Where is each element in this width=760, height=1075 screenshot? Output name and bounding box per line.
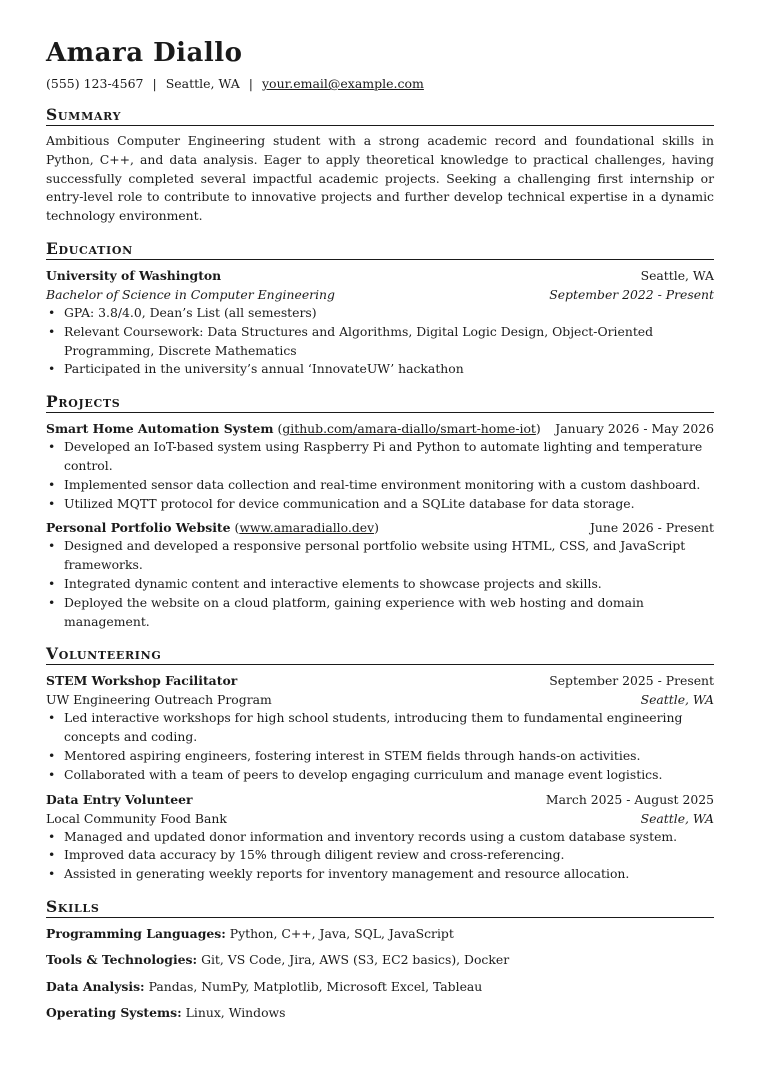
location: Seattle, WA xyxy=(165,76,240,91)
section-title-education: Education xyxy=(46,239,714,260)
list-item: • Deployed the website on a cloud platform, gaining experience with web hosting and domain management. xyxy=(46,594,714,632)
skill-label: Operating Systems: xyxy=(46,1005,182,1021)
section-title-projects: Projects xyxy=(46,392,714,413)
volunteer-location: Seattle, WA xyxy=(640,810,714,826)
skill-label: Data Analysis: xyxy=(46,978,145,994)
degree: Bachelor of Science in Computer Engineering xyxy=(46,286,335,302)
resume-header xyxy=(46,36,714,92)
education-entry xyxy=(46,266,714,379)
volunteer-role: Data Entry Volunteer xyxy=(46,791,193,807)
project-link[interactable]: www.amaradiallo.dev xyxy=(239,520,375,536)
volunteer-row-1 xyxy=(46,671,714,690)
volunteer-row-1 xyxy=(46,790,714,809)
list-item: • Utilized MQTT protocol for device communication and a SQLite database for data storage. xyxy=(46,495,714,514)
volunteer-row-2 xyxy=(46,809,714,828)
project-name: Smart Home Automation System xyxy=(46,421,274,437)
phone-number: (555) 123-4567 xyxy=(46,76,144,91)
list-item: • Improved data accuracy by 15% through diligent review and cross-referencing. xyxy=(46,846,714,865)
skill-value: Pandas, NumPy, Matplotlib, Microsoft Excel, Tableau xyxy=(148,978,483,994)
project-row xyxy=(46,419,714,438)
volunteer-role: STEM Workshop Facilitator xyxy=(46,673,238,689)
summary-section xyxy=(46,105,714,226)
volunteer-row-2 xyxy=(46,690,714,709)
volunteer-location: Seattle, WA xyxy=(640,692,714,708)
education-dates: September 2022 - Present xyxy=(549,286,714,302)
list-item: • Designed and developed a responsive personal portfolio website using HTML, CSS, and JavaScript frameworks. xyxy=(46,537,714,575)
skill-value: Linux, Windows xyxy=(185,1005,286,1021)
contact-separator: | xyxy=(152,76,157,91)
volunteer-dates: March 2025 - August 2025 xyxy=(545,791,714,807)
skill-row xyxy=(46,950,714,969)
skill-row xyxy=(46,1003,714,1022)
volunteer-org: UW Engineering Outreach Program xyxy=(46,692,272,708)
skills-section xyxy=(46,897,714,1023)
education-row-2 xyxy=(46,285,714,304)
list-item: • Implemented sensor data collection and real-time environment monitoring with a custom dashboard. xyxy=(46,476,714,495)
project-name: Personal Portfolio Website xyxy=(46,520,231,536)
list-item: • Managed and updated donor information and inventory records using a custom database system. xyxy=(46,828,714,847)
education-row-1 xyxy=(46,266,714,285)
project-dates: June 2026 - Present xyxy=(589,520,714,536)
list-item: • Assisted in generating weekly reports for inventory management and resource allocation. xyxy=(46,865,714,884)
volunteer-bullets xyxy=(46,709,714,784)
section-title-volunteering: Volunteering xyxy=(46,644,714,665)
project-dates: January 2026 - May 2026 xyxy=(555,421,714,437)
skill-label: Programming Languages: xyxy=(46,925,226,941)
contact-line xyxy=(46,75,714,92)
list-item: • Participated in the university’s annual ‘InnovateUW’ hackathon xyxy=(46,360,714,379)
skill-value: Git, VS Code, Jira, AWS (S3, EC2 basics), Docker xyxy=(201,952,510,968)
contact-separator: | xyxy=(248,76,253,91)
section-title-summary: Summary xyxy=(46,105,714,126)
volunteer-org: Local Community Food Bank xyxy=(46,810,227,826)
project-row xyxy=(46,518,714,537)
volunteer-entry xyxy=(46,671,714,784)
projects-section xyxy=(46,392,714,631)
project-link[interactable]: github.com/amara-diallo/smart-home-iot xyxy=(282,421,536,437)
skill-row xyxy=(46,977,714,996)
skill-value: Python, C++, Java, SQL, JavaScript xyxy=(229,925,454,941)
email-link[interactable]: your.email@example.com xyxy=(261,76,424,91)
list-item: • Collaborated with a team of peers to develop engaging curriculum and manage event logistics. xyxy=(46,766,714,785)
school-name: University of Washington xyxy=(46,267,222,283)
project-bullets xyxy=(46,537,714,631)
project-bullets xyxy=(46,438,714,513)
project-heading: Personal Portfolio Website (www.amaradiallo.dev) xyxy=(46,520,379,536)
list-item: • Led interactive workshops for high school students, introducing them to fundamental engineering concepts and coding. xyxy=(46,709,714,747)
volunteer-dates: September 2025 - Present xyxy=(549,673,714,689)
project-entry xyxy=(46,518,714,631)
skill-label: Tools & Technologies: xyxy=(46,952,198,968)
project-entry xyxy=(46,419,714,513)
volunteering-section xyxy=(46,644,714,884)
candidate-name: Amara Diallo xyxy=(46,38,243,68)
education-section xyxy=(46,239,714,379)
volunteer-entry xyxy=(46,790,714,884)
list-item: • Developed an IoT-based system using Raspberry Pi and Python to automate lighting and temperature control. xyxy=(46,438,714,476)
list-item: • Mentored aspiring engineers, fostering interest in STEM fields through hands-on activities. xyxy=(46,747,714,766)
skill-row xyxy=(46,924,714,943)
section-title-skills: Skills xyxy=(46,897,714,918)
list-item: • GPA: 3.8/4.0, Dean’s List (all semesters) xyxy=(46,304,714,323)
summary-text: Ambitious Computer Engineering student with a strong academic record and foundational skills in Python, C++, and data analysis. Eager to apply theoretical knowledge to practical challenges, having successfully completed several impactful academic projects. Seeking a challenging first internship or entry-level role to contribute to innovative projects and further develop technical expertise in a dynamic technology environment. xyxy=(46,133,714,224)
school-location: Seattle, WA xyxy=(640,267,714,283)
list-item: • Relevant Coursework: Data Structures and Algorithms, Digital Logic Design, Object-Oriented Programming, Discrete Mathematics xyxy=(46,323,714,361)
project-heading: Smart Home Automation System (github.com/amara-diallo/smart-home-iot) xyxy=(46,421,541,437)
education-bullets xyxy=(46,304,714,379)
volunteer-bullets xyxy=(46,828,714,884)
list-item: • Integrated dynamic content and interactive elements to showcase projects and skills. xyxy=(46,575,714,594)
